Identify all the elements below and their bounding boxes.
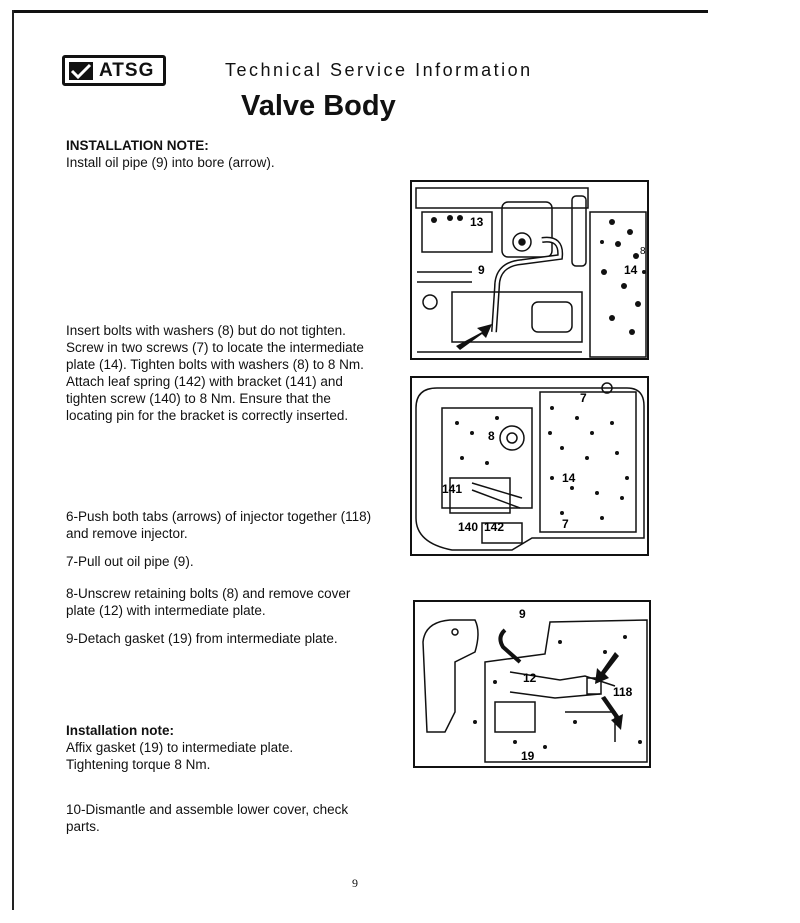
bolts-line: Attach leaf spring (142) with bracket (141) and [66,374,343,389]
fig3-label-12: 12 [523,671,537,685]
page-number: 9 [352,876,358,890]
install-note-line: Affix gasket (19) to intermediate plate. [66,740,294,755]
installation-heading: INSTALLATION NOTE: [66,138,209,153]
bolts-line: plate (14). Tighten bolts with washers (8) to 8 Nm. [66,357,364,372]
step-9: 9-Detach gasket (19) from intermediate plate. [66,631,338,646]
step-line: and remove injector. [66,526,188,541]
top-rule [14,10,708,13]
checkmark-icon [69,62,93,80]
installation-text: Install oil pipe (9) into bore (arrow). [66,155,275,170]
step-7: 7-Pull out oil pipe (9). [66,554,194,569]
fig1-label-8: 8 [640,246,646,257]
bolts-paragraph [66,322,372,424]
fig2-label-7-bottom: 7 [562,517,569,531]
step-line: 6-Push both tabs (arrows) of injector together (118) [66,509,372,524]
step-line: parts. [66,819,100,834]
bolts-line: Insert bolts with washers (8) but do not tighten. [66,323,346,338]
step-6 [66,508,371,542]
page-subtitle: Technical Service Information [225,60,533,80]
fig2-label-141: 141 [442,482,463,496]
figure-gasket-drawing [415,602,651,768]
bolts-line: tighten screw (140) to 8 Nm. Ensure that the [66,391,331,406]
step-line: 8-Unscrew retaining bolts (8) and remove cover [66,586,351,601]
fig1-label-14: 14 [624,263,638,277]
figure-gasket [413,600,651,768]
atsg-logo [62,55,166,86]
fig2-label-142: 142 [484,520,505,534]
install-note-line: Tightening torque 8 Nm. [66,757,211,772]
left-rule [12,10,14,910]
fig1-label-13: 13 [470,215,484,229]
fig3-label-118: 118 [613,685,633,699]
fig3-label-9: 9 [519,607,526,621]
logo-text: ATSG [99,59,155,81]
page-title: Valve Body [241,90,396,122]
install-note-heading: Installation note: [66,723,174,738]
bolts-line: locating pin for the bracket is correctly inserted. [66,408,349,423]
figure-oil-pipe [410,180,649,360]
bolts-line: Screw in two screws (7) to locate the intermediate [66,340,364,355]
fig2-label-140: 140 [458,520,479,534]
step-10 [66,801,372,835]
figure-intermediate-plate [410,376,649,556]
figure-intermediate-plate-drawing [412,378,649,556]
step-line: plate (12) with intermediate plate. [66,603,266,618]
fig2-label-8: 8 [488,429,495,443]
step-line: 10-Dismantle and assemble lower cover, check [66,802,349,817]
fig3-label-19: 19 [521,749,535,763]
fig1-label-9: 9 [478,263,485,277]
step-8 [66,585,372,619]
fig2-label-7-top: 7 [580,391,587,405]
fig2-label-14: 14 [562,471,576,485]
figure-oil-pipe-drawing [412,182,649,360]
